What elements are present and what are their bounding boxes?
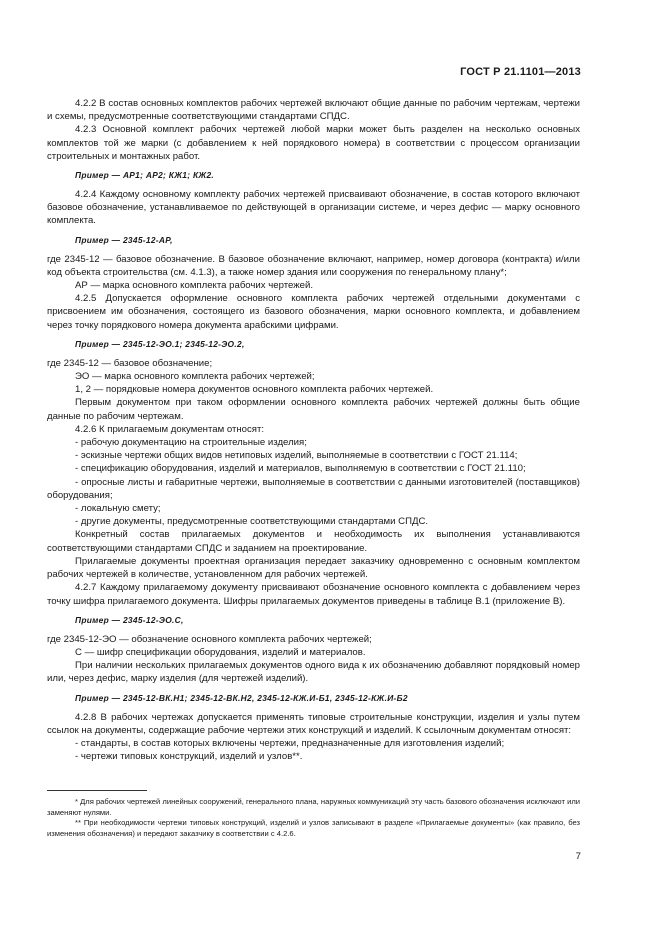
page-number: 7: [575, 851, 581, 862]
paragraph-text: С — шифр спецификации оборудования, изделий и материалов.: [75, 646, 366, 658]
footnotes: [47, 797, 580, 839]
main-text: [47, 97, 580, 763]
list-item: - опросные листы и габаритные чертежи, выполняемые в соответствии с данными изготовителей (поставщиков) оборудования;: [47, 476, 580, 501]
paragraph-4-2-4: 4.2.4 Каждому основному комплекту рабочих чертежей присваивают обозначение, в состав которого включают базовое обозначение, устанавливаемое по действующей в организации системе, и через дефис — марку основного комплекта.: [47, 189, 580, 227]
paragraph-text: Прилагаемые документы проектная организация передает заказчику одновременно с основным комплектом рабочих чертежей в количестве, установленном для рабочих чертежей.: [47, 555, 580, 581]
paragraph-text: ЭО — марка основного комплекта рабочих чертежей;: [75, 371, 315, 383]
list-item: - стандарты, в состав которых включены чертежи, предназначенные для изготовления изделий;: [75, 737, 505, 749]
paragraph-text: где 2345-12 — базовое обозначение. В базовое обозначение включают, например, номер договора (контракта) и/или код объекта строительства (см. 4.1.3), а также номер здания или сооружения по генеральному плану*;: [47, 253, 580, 278]
paragraph-text: где 2345-12 — базовое обозначение;: [47, 357, 213, 369]
list-item: - чертежи типовых конструкций, изделий и узлов**.: [75, 751, 303, 763]
paragraph-text: где 2345-12-ЭО — обозначение основного комплекта рабочих чертежей;: [47, 633, 372, 645]
paragraph-text: АР — марка основного комплекта рабочих чертежей.: [75, 280, 314, 292]
paragraph-4-2-3: 4.2.3 Основной комплект рабочих чертежей любой марки может быть разделен на несколько основных комплектов той же марки (с добавлением к ней порядкового номера) в соответствии с процессом организации строительных и монтажных работ.: [47, 124, 580, 162]
footnote: ** При необходимости чертежи типовых конструкций, изделий и узлов записывают в разделе «Прилагаемые документы» (как правило, без изменения обозначения) и передают заказчику в соответствии с 4.2.6.: [47, 818, 580, 838]
example-text: Пример — 2345-12-ЭО.С,: [75, 614, 184, 625]
document-code-header: ГОСТ Р 21.1101—2013: [460, 66, 581, 78]
paragraph-text: Первым документом при таком оформлении основного комплекта рабочих чертежей должны быть общие данные по рабочим чертежам.: [47, 397, 580, 422]
list-item: - эскизные чертежи общих видов нетиповых изделий, выполняемые в соответствии с ГОСТ 21.114;: [75, 450, 518, 462]
example-text: Пример — 2345-12-АР,: [75, 234, 173, 245]
footnote: * Для рабочих чертежей линейных сооружений, генерального плана, наружных коммуникаций эту часть базового обозначения исключают или заменяют нулями.: [47, 797, 580, 817]
example-text: Пример — АР1; АР2; КЖ1; КЖ2.: [75, 170, 215, 181]
list-item: - рабочую документацию на строительные изделия;: [75, 437, 307, 449]
paragraph-text: Конкретный состав прилагаемых документов и необходимость их выполнения устанавливаются соответствующими стандартами СПДС и заданием на проектирование.: [47, 529, 580, 554]
paragraph-4-2-2: 4.2.2 В состав основных комплектов рабочих чертежей включают общие данные по рабочим чертежам, чертежи и схемы, предусмотренные соответствующими стандартами СПДС.: [47, 98, 580, 123]
paragraph-4-2-7: 4.2.7 Каждому прилагаемому документу присваивают обозначение основного комплекта с добавлением через точку шифра прилагаемого документа. Шифры прилагаемых документов приведены в таблице В.1 (приложение В).: [47, 582, 580, 607]
list-item: - локальную смету;: [75, 503, 161, 515]
footnote-divider: [47, 790, 147, 791]
example-text: Пример — 2345-12-ВК.Н1; 2345-12-ВК.Н2, 2345-12-КЖ.И-Б1, 2345-12-КЖ.И-Б2: [75, 692, 408, 703]
paragraph-4-2-8: 4.2.8 В рабочих чертежах допускается применять типовые строительные конструкции, изделия и узлы путем ссылок на документы, содержащие рабочие чертежи этих конструкций и изделий. К ссылочным документам относят:: [47, 711, 580, 736]
paragraph-4-2-6: 4.2.6 К прилагаемым документам относят:: [75, 423, 265, 435]
list-item: - другие документы, предусмотренные соответствующими стандартами СПДС.: [75, 516, 429, 528]
paragraph-text: 1, 2 — порядковые номера документов основного комплекта рабочих чертежей.: [75, 384, 434, 396]
paragraph-4-2-5: 4.2.5 Допускается оформление основного комплекта рабочих чертежей отдельными документами с присвоением им обозначения, состоящего из базового обозначения, марки основного комплекта, и добавлением через точку порядкового номера документа арабскими цифрами.: [47, 293, 580, 331]
paragraph-text: При наличии нескольких прилагаемых документов одного вида к их обозначению добавляют порядковый номер или, через дефис, марку изделия (для чертежей изделий).: [47, 660, 580, 685]
list-item: - спецификацию оборудования, изделий и материалов, выполняемую в соответствии с ГОСТ 21.110;: [75, 463, 526, 475]
example-text: Пример — 2345-12-ЭО.1; 2345-12-ЭО.2,: [75, 338, 245, 349]
